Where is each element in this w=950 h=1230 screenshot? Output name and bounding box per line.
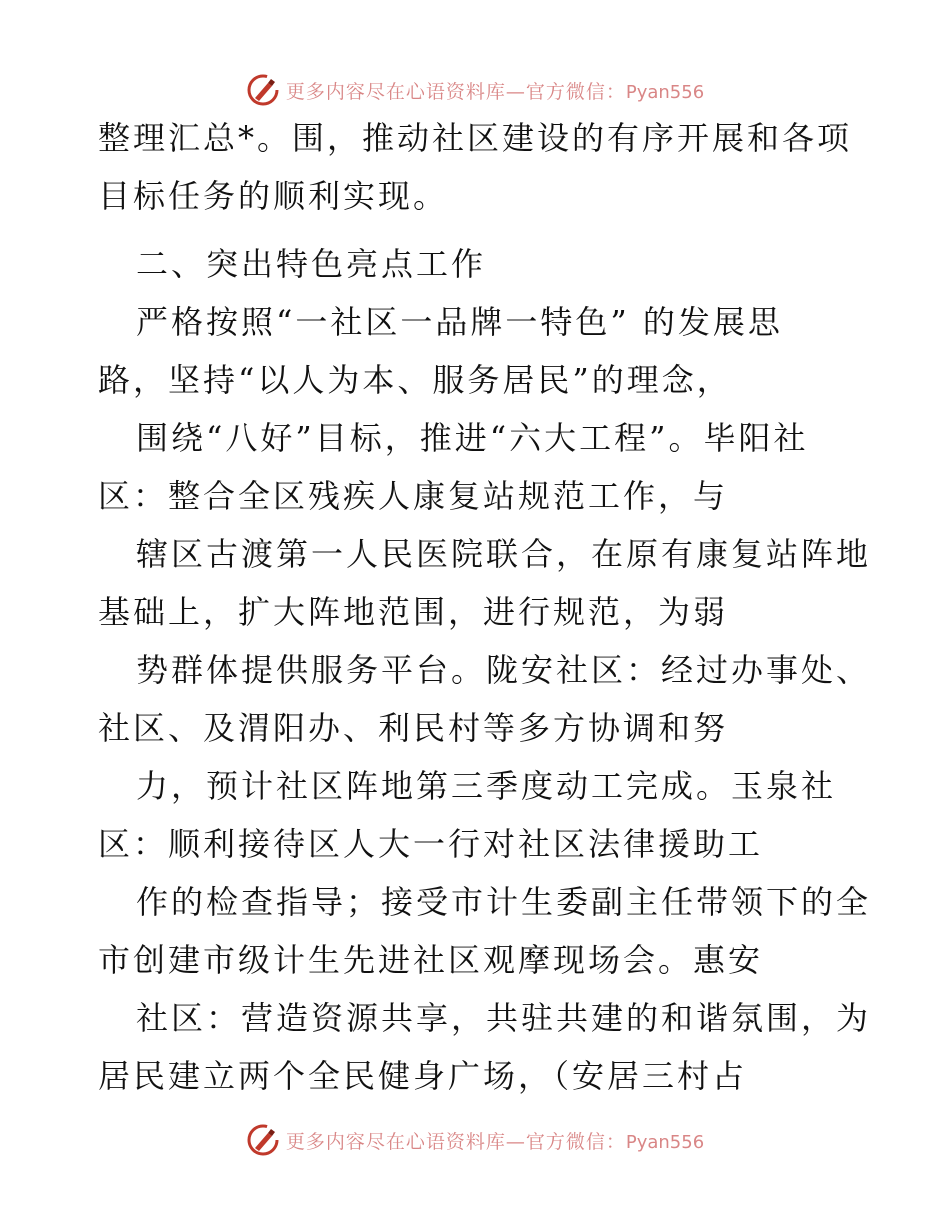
body-line-1: 整理汇总*。围，推动社区建设的有序开展和各项 bbox=[98, 119, 853, 157]
body-line-4: 严格按照“一社区一品牌一特色” 的发展思 bbox=[136, 303, 783, 341]
body-line-11: 社区、及渭阳办、利民村等多方协调和努 bbox=[98, 709, 729, 747]
body-line-16: 社区：营造资源共享，共驻共建的和谐氛围，为 bbox=[136, 999, 872, 1037]
body-line-6: 围绕“八好”目标，推进“六大工程”。毕阳社 bbox=[136, 419, 809, 457]
body-line-12: 力，预计社区阵地第三季度动工完成。玉泉社 bbox=[136, 767, 837, 805]
body-line-5: 路，坚持“以人为本、服务居民”的理念， bbox=[98, 361, 732, 399]
body-line-9: 基础上，扩大阵地范围，进行规范，为弱 bbox=[98, 593, 729, 631]
body-line-17: 居民建立两个全民健身广场，（安居三村占 bbox=[98, 1057, 748, 1095]
body-line-2: 目标任务的顺利实现。 bbox=[98, 177, 449, 215]
pen-seal-icon bbox=[246, 1123, 280, 1157]
pen-seal-icon bbox=[246, 73, 280, 107]
watermark-text: 更多内容尽在心语资料库—官方微信：Pyan556 bbox=[285, 1130, 705, 1153]
body-line-13: 区：顺利接待区人大一行对社区法律援助工 bbox=[98, 825, 764, 863]
section-heading: 二、突出特色亮点工作 bbox=[136, 245, 487, 283]
body-line-7: 区：整合全区残疾人康复站规范工作，与 bbox=[98, 477, 729, 515]
body-line-14: 作的检查指导；接受市计生委副主任带领下的全 bbox=[136, 883, 872, 921]
header-watermark bbox=[0, 70, 950, 110]
footer-watermark bbox=[0, 1120, 950, 1160]
body-line-8: 辖区古渡第一人民医院联合，在原有康复站阵地 bbox=[136, 535, 872, 573]
body-line-15: 市创建市级计生先进社区观摩现场会。惠安 bbox=[98, 941, 764, 979]
body-line-10: 势群体提供服务平台。陇安社区：经过办事处、 bbox=[136, 651, 872, 689]
watermark-text: 更多内容尽在心语资料库—官方微信：Pyan556 bbox=[285, 80, 705, 103]
